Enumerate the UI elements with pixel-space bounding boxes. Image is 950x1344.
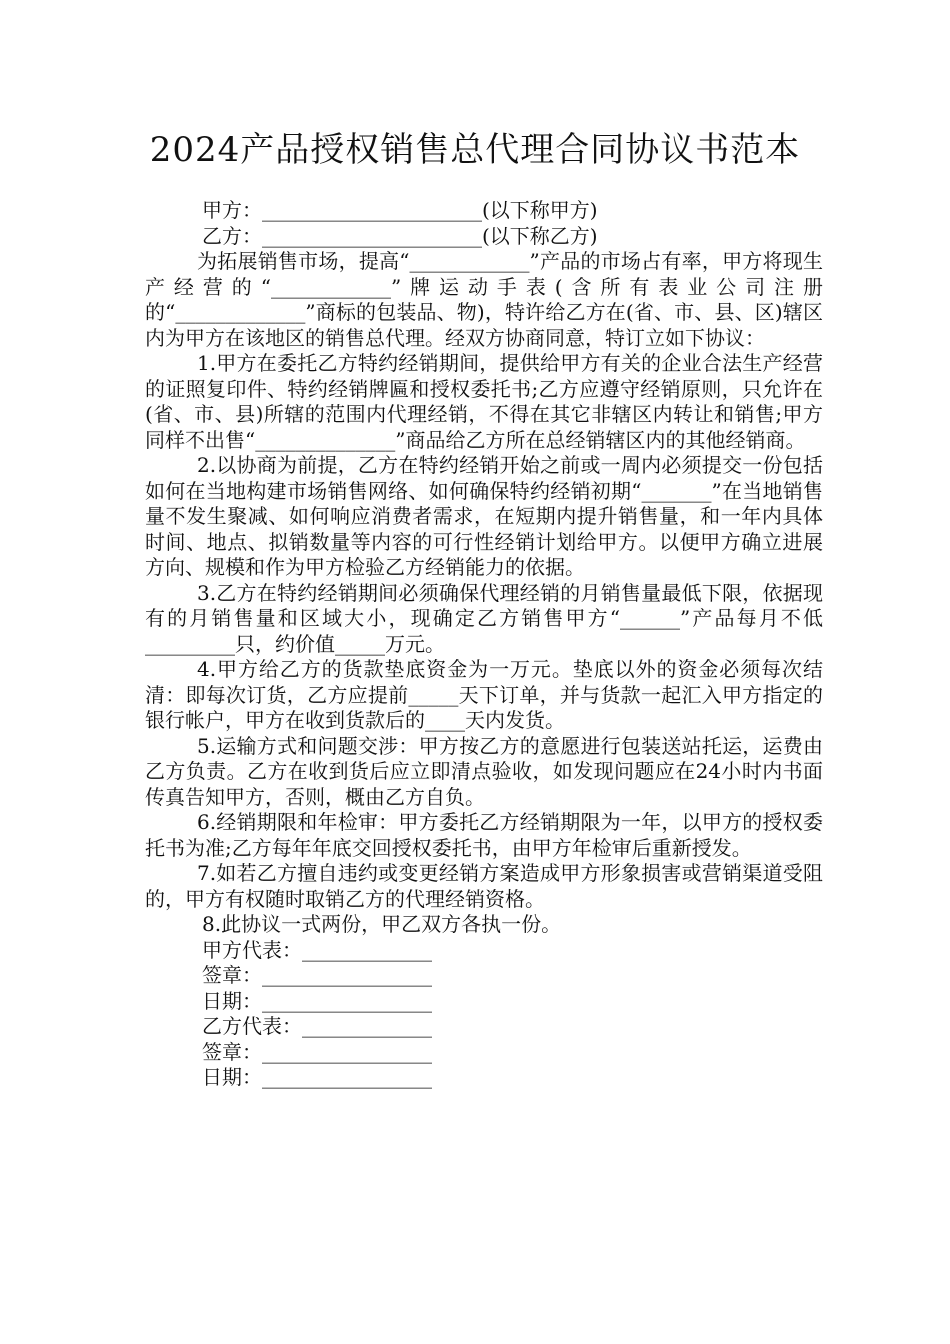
contract-paragraph: 3.乙方在特约经销期间必须确保代理经销的月销售量最低下限，依据现有的月销售量和区域大小，现确定乙方销售甲方“______”产品每月不低_________只，约价值_____万元。 <box>145 580 823 656</box>
form-line: 乙方代表：_____________ <box>202 1014 432 1038</box>
form-line: 甲方代表：_____________ <box>202 937 432 962</box>
contract-body <box>145 198 823 1091</box>
form-line: 日期：_________________ <box>202 1065 432 1089</box>
contract-paragraph: 6.经销期限和年检审：甲方委托乙方经销期限为一年，以甲方的授权委托书为准;乙方每年年底交回授权委托书，由甲方年检审后重新授发。 <box>145 810 823 860</box>
form-line: 8.此协议一式两份，甲乙双方各执一份。 <box>202 912 562 936</box>
contract-paragraph: 为拓展销售市场，提高“____________”产品的市场占有率，甲方将现生产经营的“____________”牌运动手表(含所有表业公司注册的“_____________”商标的包装品、物)，特许给乙方在(省、市、县、区)辖区内为甲方在该地区的销售总代理。经双方协商同意，特订立如下协议： <box>145 249 823 350</box>
contract-paragraph: 4.甲方给乙方的货款垫底资金为一万元。垫底以外的资金必须每次结清：即每次订货，乙方应提前_____天下订单，并与货款一起汇入甲方指定的银行帐户，甲方在收到货款后的____天内发货。 <box>145 657 823 732</box>
contract-paragraph: 5.运输方式和问题交涉：甲方按乙方的意愿进行包装送站托运，运费由乙方负责。乙方在收到货后应立即清点验收，如发现问题应在24小时内书面传真告知甲方，否则，概由乙方自负。 <box>145 733 823 809</box>
form-line: 乙方：______________________(以下称乙方) <box>202 223 598 248</box>
contract-paragraph: 1.甲方在委托乙方特约经销期间，提供给甲方有关的企业合法生产经营的证照复印件、特约经销牌匾和授权委托书;乙方应遵守经销原则，只允许在(省、市、县)所辖的范围内代理经销，不得在其它非辖区内转让和销售;甲方同样不出售“______________”商品给乙方所在总经销辖区内的其他经销商。 <box>145 351 823 452</box>
document-title: 2024产品授权销售总代理合同协议书范本 <box>149 130 801 170</box>
contract-paragraph: 2.以协商为前提，乙方在特约经销开始之前或一周内必须提交一份包括如何在当地构建市场销售网络、如何确保特约经销初期“_______”在当地销售量不发生聚减、如何响应消费者需求，在短期内提升销售量，和一年内具体时间、地点、拟销数量等内容的可行性经销计划给甲方。以便甲方确立进展方向、规模和作为甲方检验乙方经销能力的依据。 <box>145 453 823 579</box>
form-line: 甲方：______________________(以下称甲方) <box>202 198 598 222</box>
contract-paragraph: 7.如若乙方擅自违约或变更经销方案造成甲方形象损害或营销渠道受阻的，甲方有权随时取销乙方的代理经销资格。 <box>145 861 823 911</box>
form-line: 日期：_________________ <box>202 988 432 1013</box>
form-line: 签章：_________________ <box>202 963 432 987</box>
form-line: 签章：_________________ <box>202 1039 432 1064</box>
